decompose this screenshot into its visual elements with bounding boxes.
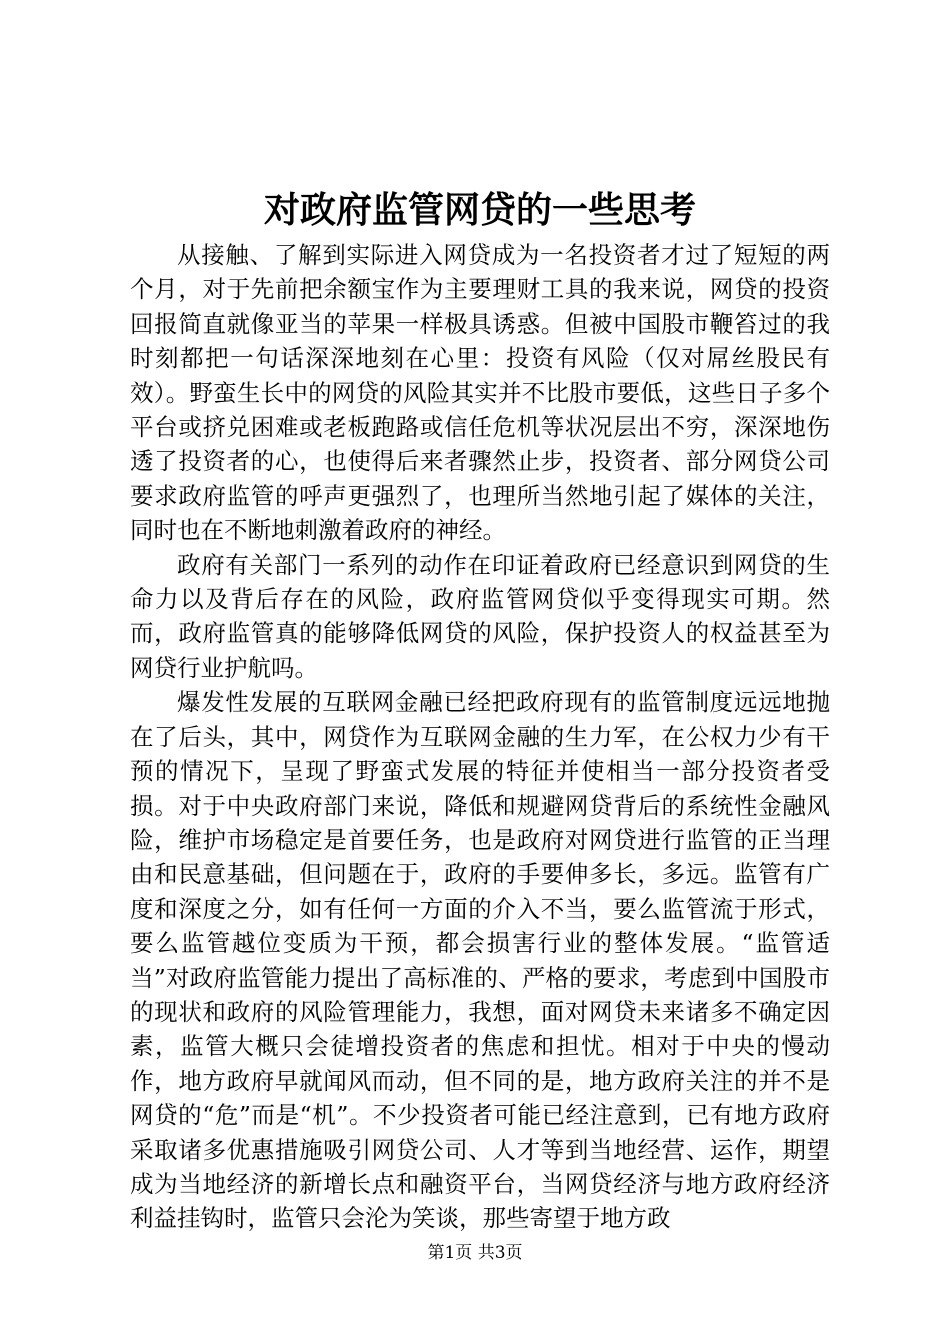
paragraph-2: 政府有关部门一系列的动作在印证着政府已经意识到网贷的生命力以及背后存在的风险，政府监管网贷似乎变得现实可期。然而，政府监管真的能够降低网贷的风险，保护投资人的权益甚至为网贷行业护航吗。 [130, 550, 830, 682]
paragraph-3: 爆发性发展的互联网金融已经把政府现有的监管制度远远地抛在了后头，其中，网贷作为互联网金融的生力军，在公权力少有干预的情况下，呈现了野蛮式发展的特征并使相当一部分投资者受损。对于中央政府部门来说，降低和规避网贷背后的系统性金融风险，维护市场稳定是首要任务，也是政府对网贷进行监管的正当理由和民意基础，但问题在于，政府的手要伸多长，多远。监管有广度和深度之分，如有任何一方面的介入不当，要么监管流于形式，要么监管越位变质为干预，都会损害行业的整体发展。“监管适当”对政府监管能力提出了高标准的、严格的要求，考虑到中国股市的现状和政府的风险管理能力，我想，面对网贷未来诸多不确定因素，监管大概只会徒增投资者的焦虑和担忧。相对于中央的慢动作，地方政府早就闻风而动，但不同的是，地方政府关注的并不是网贷的“危”而是“机”。不少投资者可能已经注意到，已有地方政府采取诸多优惠措施吸引网贷公司、人才等到当地经营、运作，期望成为当地经济的新增长点和融资平台，当网贷经济与地方政府经济利益挂钩时，监管只会沦为笑谈，那些寄望于地方政 [130, 688, 830, 1233]
document-body [130, 238, 830, 1236]
document-title: 对政府监管网贷的一些思考 [263, 189, 696, 231]
paragraph-1: 从接触、了解到实际进入网贷成为一名投资者才过了短短的两个月，对于先前把余额宝作为主要理财工具的我来说，网贷的投资回报简直就像亚当的苹果一样极具诱惑。但被中国股市鞭笞过的我时刻都把一句话深深地刻在心里：投资有风险（仅对屌丝股民有效）。野蛮生长中的网贷的风险其实并不比股市要低，这些日子多个平台或挤兑困难或老板跑路或信任危机等状况层出不穷，深深地伤透了投资者的心，也使得后来者骤然止步，投资者、部分网贷公司要求政府监管的呼声更强烈了，也理所当然地引起了媒体的关注，同时也在不断地刺激着政府的神经。 [130, 241, 830, 545]
page-number-footer: 第1页 共3页 [427, 1243, 523, 1263]
